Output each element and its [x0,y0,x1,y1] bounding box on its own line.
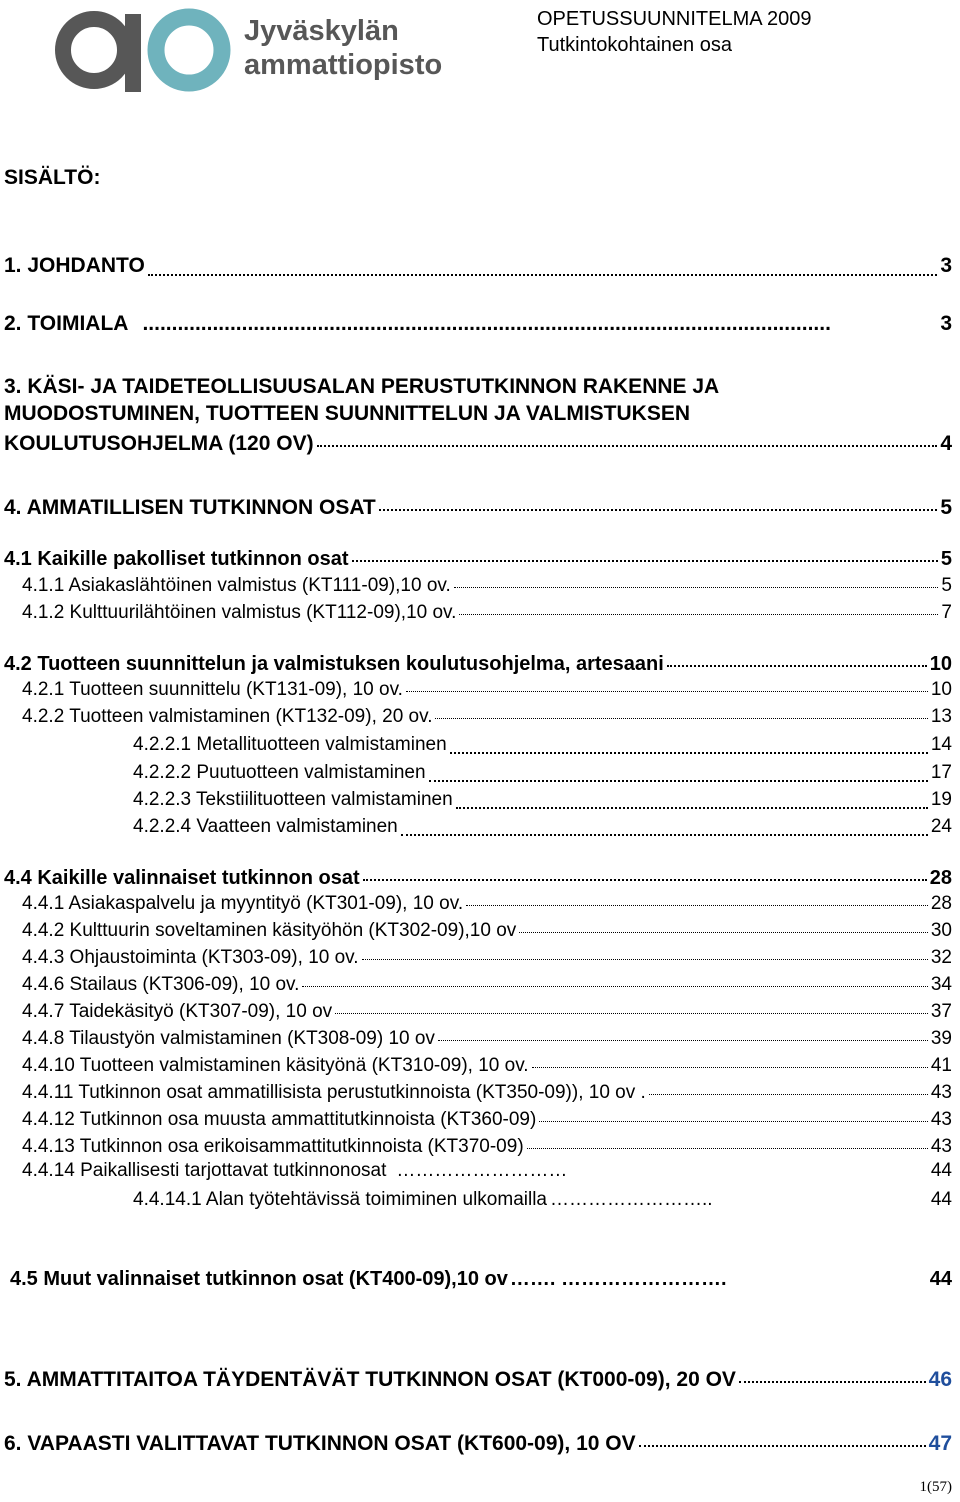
toc-entry-label: 4.4.12 Tutkinnon osa muusta ammattitutkinnoista (KT360-09) [22,1109,537,1130]
ao-logo-mark [63,14,222,92]
toc-leader [649,1078,928,1095]
toc-entry[interactable] [10,1268,952,1291]
toc-entry-page: 28 [929,867,952,889]
toc-entry-label: 4.4.7 Taidekäsityö (KT307-09), 10 ov [22,1001,333,1022]
toc-entry-page: 28 [930,893,952,914]
toc-leader [363,862,927,881]
toc-entry-label: 4.2.2.3 Tekstiilituotteen valmistaminen [133,789,453,810]
toc-entry-page: 44 [930,1189,952,1210]
toc-entry-label: 4.2 Tuotteen suunnittelun ja valmistuksen koulutusohjelma, artesaani [4,653,664,675]
document-header [537,6,812,58]
toc-entry[interactable] [22,1078,952,1104]
toc-entry-page: 14 [930,734,952,755]
toc-entry[interactable] [4,648,952,676]
logo-text-line2: ammattiopisto [244,49,443,81]
toc-entry-label: 4.1 Kaikille pakolliset tutkinnon osat [4,548,349,570]
toc-entry-label: 4.2.2 Tuotteen valmistaminen (KT132-09), 20 ov. [22,706,433,727]
toc-entry-label: 4.1.1 Asiakaslähtöinen valmistus (KT111-09),10 ov. [22,575,451,596]
toc-entry-page: 5 [940,496,952,519]
toc-leader [302,970,927,987]
toc-entry-page: 39 [930,1028,952,1049]
document-title: OPETUSSUUNNITELMA 2009 [537,8,812,30]
toc-leader [406,675,928,692]
toc-leader [438,1024,928,1041]
toc-leader [739,1363,926,1383]
toc-leader [456,788,928,809]
toc-entry[interactable] [22,970,952,996]
toc-entry-label: 4.4.1 Asiakaspalvelu ja myyntityö (KT301-09), 10 ov. [22,893,464,914]
toc-entry-page: 10 [929,653,952,675]
toc-entry[interactable] [133,784,952,811]
toc-entry[interactable] [133,811,952,838]
toc-entry-page: 44 [929,1268,952,1290]
toc-entry-label: 4.4.11 Tutkinnon osat ammatillisista perustutkinnoista (KT350-09)), 10 ov . [22,1082,646,1103]
toc-entry[interactable] [22,1132,952,1158]
toc-entry[interactable] [4,862,952,890]
toc-entry-label-line2: MUODOSTUMINEN, TUOTTEEN SUUNNITTELUN JA VALMISTUKSEN [4,402,690,425]
toc-leader [148,253,938,276]
toc-leader [539,1105,928,1122]
toc-entry-page: 5 [940,548,952,570]
toc-entry[interactable] [4,543,952,571]
toc-entry[interactable] [22,1024,952,1050]
toc-entry-page-link[interactable]: 46 [928,1368,952,1391]
page-number: 1(57) [919,1479,952,1495]
toc-entry-page: 17 [930,762,952,783]
toc-entry-label: 4.4.14 Paikallisesti tarjottavat tutkinnonosat [22,1160,387,1181]
toc-entry-page: 43 [930,1082,952,1103]
toc-leader [429,761,928,782]
toc-entry[interactable] [133,729,952,756]
toc-entry[interactable] [22,571,952,597]
toc-leader [450,733,928,754]
toc-entry-page: 30 [930,920,952,941]
toc-entry[interactable] [133,1189,952,1211]
toc-entry-last-line [4,427,952,457]
toc-entry-label: 4.1.2 Kulttuurilähtöinen valmistus (KT112-09),10 ov. [22,602,457,623]
toc-leader [459,598,938,615]
jyvaskylan-ammattiopisto-logo [46,0,446,96]
toc-leader [667,648,927,667]
toc-entry[interactable] [133,757,952,784]
toc-leader [352,543,938,562]
toc-entry-label-line1: 3. KÄSI- JA TAIDETEOLLISUUSALAN PERUSTUTKINNON RAKENNE JA [4,375,720,398]
toc-entry-label: 4.4.8 Tilaustyön valmistaminen (KT308-09) 10 ov [22,1028,435,1049]
toc-entry-page: 7 [941,602,952,623]
toc-entry[interactable] [22,997,952,1023]
toc-entry-page: 34 [930,974,952,995]
toc-leader [362,943,928,960]
toc-entry-page: 43 [930,1109,952,1130]
toc-entry-multiline[interactable] [4,373,952,457]
toc-entry[interactable] [22,1160,952,1182]
toc-leader [317,427,938,447]
logo-text-line1: Jyväskylän [244,15,399,47]
toc-entry-page: 44 [930,1160,952,1181]
toc-entry[interactable] [4,1427,952,1456]
toc-entry[interactable] [22,889,952,915]
toc-leader [527,1132,928,1149]
toc-entry-label: 4.2.1 Tuotteen suunnittelu (KT131-09), 10 ov. [22,679,403,700]
toc-entry[interactable] [22,943,952,969]
toc-entry-page: 43 [930,1136,952,1157]
toc-entry[interactable] [4,249,952,278]
toc-entry[interactable] [22,916,952,942]
toc-leader: ……. ……………………. [509,1268,727,1288]
toc-entry[interactable] [4,312,952,336]
toc-leader [379,491,938,511]
toc-entry-label: 4.2.2.4 Vaatteen valmistaminen [133,816,398,837]
toc-entry-label-line3: KOULUTUSOHJELMA (120 OV) [4,432,314,455]
toc-entry-page: 3 [940,254,952,277]
toc-entry-page: 37 [930,1001,952,1022]
toc-leader [532,1051,928,1068]
toc-entry-label: 4.4.3 Ohjaustoiminta (KT303-09), 10 ov. [22,947,359,968]
toc-entry-label: 4.4.14.1 Alan työtehtävissä toimiminen ulkomailla [133,1189,548,1210]
toc-leader [639,1427,926,1447]
toc-entry-label: 4.4.2 Kulttuurin soveltaminen käsityöhön (KT302-09),10 ov [22,920,517,941]
toc-entry-label: 4.4 Kaikille valinnaiset tutkinnon osat [4,867,360,889]
toc-entry-page: 4 [940,432,952,455]
toc-entry[interactable] [22,675,952,701]
toc-leader [335,997,928,1014]
toc-entry-label: 2. TOIMIALA [4,312,129,335]
toc-entry-page: 32 [930,947,952,968]
toc-entry-page: 19 [930,789,952,810]
toc-entry-label: 4.2.2.1 Metallituotteen valmistaminen [133,734,447,755]
toc-entry[interactable] [22,1105,952,1131]
toc-entry-page: 24 [930,816,952,837]
toc-entry-label: 4.5 Muut valinnaiset tutkinnon osat (KT400-09),10 ov [10,1268,508,1290]
toc-entry[interactable] [22,702,952,728]
toc-entry-page: 13 [930,706,952,727]
toc-leader: …………………….. [550,1189,713,1208]
toc-entry-page: 3 [940,312,952,335]
toc-entry-page: 5 [941,575,952,596]
toc-heading: SISÄLTÖ: [4,166,101,189]
toc-leader [454,571,939,588]
toc-entry-label: 5. AMMATTITAITOA TÄYDENTÄVÄT TUTKINNON OSAT (KT000-09), 20 OV [4,1368,736,1391]
toc-entry-label: 4.4.6 Stailaus (KT306-09), 10 ov. [22,974,300,995]
toc-entry-label: 6. VAPAASTI VALITTAVAT TUTKINNON OSAT (KT600-09), 10 OV [4,1432,636,1455]
toc-leader [466,889,928,906]
toc-entry-label: 4.4.10 Tuotteen valmistaminen käsityönä (KT310-09), 10 ov. [22,1055,529,1076]
toc-entry-label: 4.2.2.2 Puutuotteen valmistaminen [133,762,426,783]
toc-leader [435,702,927,719]
toc-entry[interactable] [22,1051,952,1077]
document-subtitle: Tutkintokohtainen osa [537,34,732,56]
toc-entry[interactable] [4,491,952,520]
toc-leader [519,916,928,933]
toc-entry-page: 10 [930,679,952,700]
toc-leader: ……………………… [396,1160,568,1179]
toc-leader: ...................................................................................................................... [142,312,831,333]
toc-leader [401,815,928,836]
toc-entry-label: 4. AMMATILLISEN TUTKINNON OSAT [4,496,376,519]
toc-entry-label: 1. JOHDANTO [4,254,145,277]
toc-entry[interactable] [22,598,952,624]
toc-entry-label: 4.4.13 Tutkinnon osa erikoisammattitutkinnoista (KT370-09) [22,1136,524,1157]
toc-entry-page: 41 [930,1055,952,1076]
toc-entry-page-link[interactable]: 47 [928,1432,952,1455]
toc-entry[interactable] [4,1363,952,1392]
